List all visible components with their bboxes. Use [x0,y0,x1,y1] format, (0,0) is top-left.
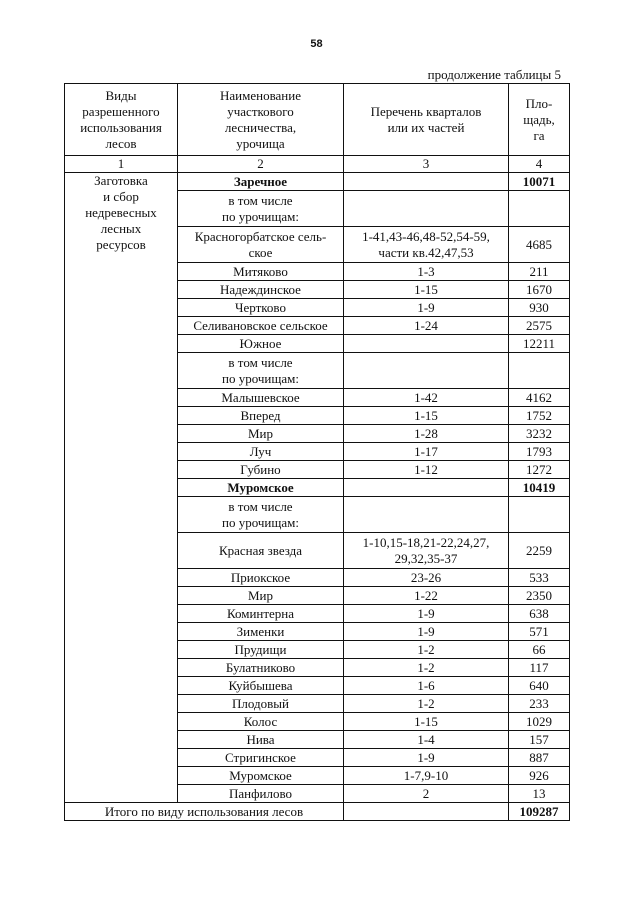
forestry-name-cell [178,641,344,659]
quarters-cell [344,731,509,749]
quarters-cell [344,227,509,263]
quarters-cell [344,317,509,335]
forestry-name-cell [178,605,344,623]
column-number-row [65,156,570,173]
forestry-name-cell [178,281,344,299]
cell-line: 1-15 [414,407,438,423]
total-label-cell: Итого по виду использования лесов [65,803,344,821]
area-cell: 2350 [509,587,570,605]
cell-line: Наименование [220,87,301,103]
cell-line: 1-4 [417,731,435,747]
quarters-cell [344,641,509,659]
area-cell [509,353,570,389]
column-number-cell: 4 [509,156,570,173]
quarters-cell [344,389,509,407]
cell-line: Малышевское [221,389,300,405]
cell-line: 1-9 [417,605,435,621]
forestry-name-cell [178,335,344,353]
cell-line: 1-2 [417,641,435,657]
cell-line: 1-7,9-10 [403,767,449,783]
forestry-name-cell [178,389,344,407]
header-cell-col1 [65,84,178,156]
quarters-cell [344,713,509,731]
forestry-name-cell [178,443,344,461]
cell-line: в том числе [228,192,293,208]
forestry-name-cell [178,533,344,569]
cell-line: Красная звезда [218,542,303,558]
forestry-name-cell [178,173,344,191]
cell-line: Приокское [230,569,291,585]
forestry-name-cell [178,695,344,713]
cell-line: Митяково [233,263,288,279]
area-cell: 4685 [509,227,570,263]
cell-line: по урочищам: [222,370,299,386]
cell-line: 1-17 [414,443,438,459]
forestry-name-cell [178,677,344,695]
area-cell: 1793 [509,443,570,461]
cell-line: Муромское [227,479,294,495]
area-cell: 930 [509,299,570,317]
cell-line: Луч [249,443,272,459]
forestry-name-cell [178,353,344,389]
cell-line: 1-24 [414,317,438,333]
forestry-name-cell [178,659,344,677]
area-cell: 3232 [509,425,570,443]
area-cell: 926 [509,767,570,785]
cell-line: Зименки [236,623,285,639]
quarters-cell [344,767,509,785]
quarters-cell [344,335,509,353]
area-cell: 66 [509,641,570,659]
cell-line: 1-9 [417,623,435,639]
cell-line: Мир [247,425,274,441]
cell-line: Виды [105,87,137,103]
forestry-name-cell [178,407,344,425]
area-cell: 211 [509,263,570,281]
cell-line: и сбор [103,189,139,204]
area-cell: 887 [509,749,570,767]
quarters-cell [344,281,509,299]
cell-line: Куйбышева [228,677,293,693]
cell-line: 29,32,35-37 [394,550,458,566]
quarters-cell [344,623,509,641]
table-header-row [65,84,570,156]
quarters-cell [344,353,509,389]
forestry-name-cell [178,461,344,479]
area-cell: 4162 [509,389,570,407]
cell-line: щадь, [523,111,555,127]
cell-line: недревесных [85,205,157,220]
cell-line: 2 [422,785,430,801]
area-cell: 233 [509,695,570,713]
quarters-cell [344,173,509,191]
cell-line: 23-26 [410,569,442,585]
forestry-name-cell [178,317,344,335]
cell-line: в том числе [228,354,293,370]
area-cell: 10071 [509,173,570,191]
forestry-name-cell [178,263,344,281]
cell-line: Колос [243,713,278,729]
forestry-name-cell [178,227,344,263]
cell-line: 1-9 [417,299,435,315]
cell-line: Стригинское [225,749,296,765]
area-cell: 533 [509,569,570,587]
cell-line: 1-15 [414,281,438,297]
forestry-name-cell [178,299,344,317]
table-row [65,173,570,191]
column-number-cell: 1 [65,156,178,173]
area-cell: 12211 [509,335,570,353]
forestry-name-cell [178,425,344,443]
cell-line: 1-22 [414,587,438,603]
table-continuation-label: продолжение таблицы 5 [427,67,561,82]
area-cell: 1272 [509,461,570,479]
area-cell: 571 [509,623,570,641]
cell-line: Надеждинское [220,281,301,297]
area-cell: 10419 [509,479,570,497]
cell-line: Заречное [233,173,288,189]
cell-line: ресурсов [96,237,146,252]
quarters-cell [344,587,509,605]
forestry-name-cell [178,479,344,497]
total-empty-cell [344,803,509,821]
cell-line: 1-28 [414,425,438,441]
quarters-cell [344,659,509,677]
cell-line: в том числе [228,498,293,514]
quarters-cell [344,605,509,623]
cell-line: Вперед [240,407,281,423]
quarters-cell [344,479,509,497]
quarters-cell [344,497,509,533]
quarters-cell [344,695,509,713]
cell-line: 1-41,43-46,48-52,54-59, [362,228,490,244]
quarters-cell [344,407,509,425]
cell-line: или их частей [387,119,465,135]
total-area-cell: 109287 [509,803,570,821]
cell-line: Губино [240,461,281,477]
cell-line: Панфилово [228,785,293,801]
cell-line: 1-15 [414,713,438,729]
cell-line: Пло- [525,95,553,111]
area-cell: 157 [509,731,570,749]
column-number-cell: 3 [344,156,509,173]
quarters-cell [344,299,509,317]
usage-type-cell [65,173,178,803]
header-cell-col4 [509,84,570,156]
area-cell: 1670 [509,281,570,299]
area-cell: 2259 [509,533,570,569]
area-cell: 2575 [509,317,570,335]
forestry-name-cell [178,749,344,767]
area-cell [509,191,570,227]
quarters-cell [344,191,509,227]
cell-line: лесничества, [224,119,297,135]
forestry-name-cell [178,731,344,749]
cell-line: 1-9 [417,749,435,765]
cell-line: 1-6 [417,677,435,693]
cell-line: по урочищам: [222,514,299,530]
forestry-name-cell [178,191,344,227]
quarters-cell [344,569,509,587]
cell-line: по урочищам: [222,208,299,224]
quarters-cell [344,677,509,695]
area-cell: 638 [509,605,570,623]
area-cell: 1029 [509,713,570,731]
total-row [65,803,570,821]
forestry-name-cell [178,785,344,803]
cell-line: 1-12 [414,461,438,477]
quarters-cell [344,749,509,767]
quarters-cell [344,533,509,569]
quarters-cell [344,461,509,479]
cell-line: 1-2 [417,695,435,711]
cell-line: части кв.42,47,53 [378,244,474,260]
cell-line: Южное [239,335,282,351]
cell-line: Перечень кварталов [370,103,482,119]
cell-line: Мир [247,587,274,603]
forestry-name-cell [178,587,344,605]
header-cell-col2 [178,84,344,156]
forestry-name-cell [178,767,344,785]
quarters-cell [344,443,509,461]
cell-line: разрешенного [82,103,160,119]
cell-line: Селивановское сельское [193,317,328,333]
cell-line: Плодовый [232,695,289,711]
cell-line: Чертково [235,299,286,315]
quarters-cell [344,425,509,443]
cell-line: Заготовка [94,173,148,188]
cell-line: участкового [227,103,294,119]
page-number: 58 [310,38,323,50]
column-number-cell: 2 [178,156,344,173]
cell-line: урочища [236,135,285,151]
area-cell [509,497,570,533]
forestry-name-cell [178,497,344,533]
header-cell-col3 [344,84,509,156]
cell-line: лесов [105,135,137,151]
cell-line: ское [248,244,273,260]
area-cell: 13 [509,785,570,803]
cell-line: Нива [246,731,275,747]
area-cell: 1752 [509,407,570,425]
cell-line: 1-10,15-18,21-22,24,27, [362,534,490,550]
forestry-name-cell [178,623,344,641]
area-cell: 640 [509,677,570,695]
cell-line: Красногорбатское сель- [194,228,327,244]
cell-line: Муромское [229,767,292,783]
cell-line: га [533,127,545,143]
cell-line: Прудищи [234,641,287,657]
cell-line: 1-3 [417,263,435,279]
cell-line: 1-2 [417,659,435,675]
forest-use-table [64,83,570,821]
cell-line: лесных [100,221,142,236]
cell-line: Булатниково [225,659,296,675]
cell-line: Коминтерна [226,605,295,621]
cell-line: использования [80,119,162,135]
quarters-cell [344,785,509,803]
forestry-name-cell [178,569,344,587]
quarters-cell [344,263,509,281]
forestry-name-cell [178,713,344,731]
area-cell: 117 [509,659,570,677]
cell-line: 1-42 [414,389,438,405]
